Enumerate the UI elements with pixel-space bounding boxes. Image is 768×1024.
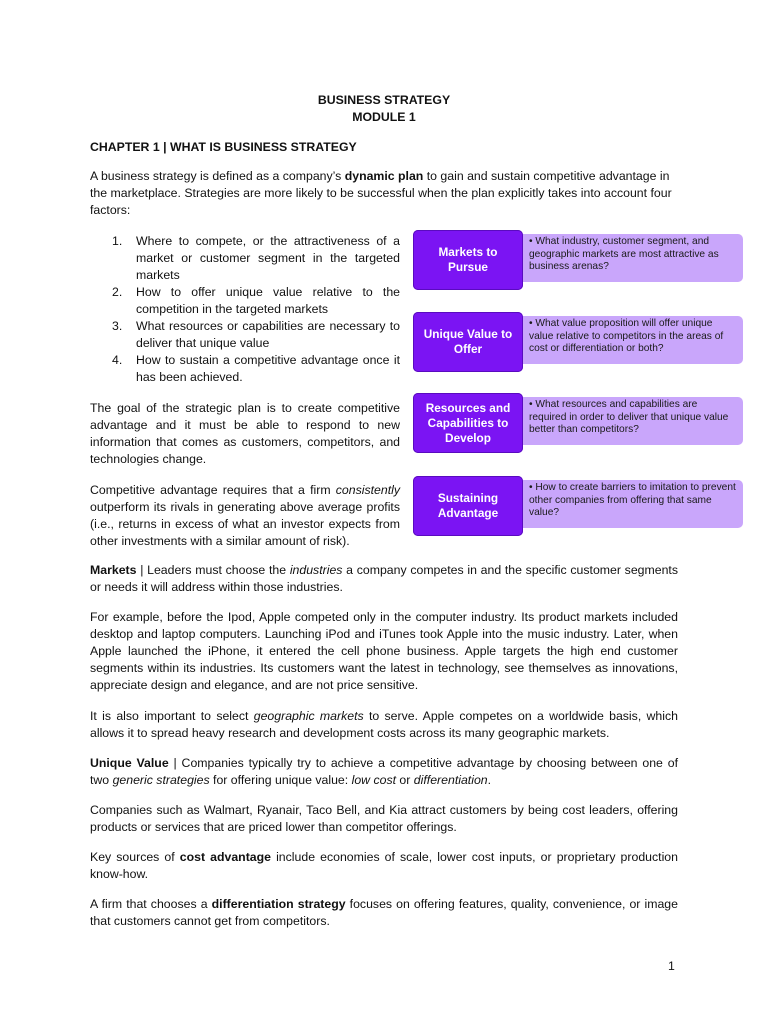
module-line: MODULE 1	[352, 110, 416, 124]
markets-italic: industries	[289, 563, 343, 577]
list-number: 3.	[112, 319, 123, 333]
unique-italic-2: low cost	[351, 773, 397, 787]
unique-italic-1: generic strategies	[112, 773, 210, 787]
apple-paragraph: For example, before the Ipod, Apple competed only in the computer industry. Its product markets included desktop and laptop computers. Launching iPod and iTunes took Apple into the music industry. Later, when Apple launched the iPhone, it entered the cell phone business. Apple targets the high end customer segments within its industries. Its customers want the latest in technology, see themselves as innovations, appreciate design and elegance, and are not price sensitive.	[90, 610, 678, 692]
list-item	[90, 233, 400, 284]
diagram-description: • What value proposition will offer unique value relative to competitors in the areas of cost or differentiation or both?	[523, 316, 743, 364]
geo-text-2: to serve. Apple competes on a worldwide basis, which allows it to spread heavy research and development costs across its many geographic markets.	[90, 709, 678, 740]
markets-text-2: a company competes in and the specific customer segments or needs it will address within those industries.	[90, 563, 678, 594]
list-number: 2.	[112, 285, 123, 299]
list-text: What resources or capabilities are necessary to deliver that unique value	[136, 319, 400, 350]
cost-advantage-paragraph	[90, 849, 678, 883]
list-item	[90, 284, 400, 318]
intro-paragraph	[90, 168, 678, 219]
diagram-row-resources	[413, 393, 743, 453]
unique-heading: Unique Value	[90, 756, 169, 770]
differentiation-paragraph	[90, 896, 678, 930]
diagram-description: • What industry, customer segment, and geographic markets are most attractive as business arenas?	[523, 234, 743, 282]
goal-paragraph: The goal of the strategic plan is to create competitive advantage and it must be able to respond to new information that comes as customers, competitors, and technologies change.	[90, 401, 400, 466]
title-line: BUSINESS STRATEGY	[317, 93, 451, 107]
list-text: How to offer unique value relative to the competition in the targeted markets	[136, 285, 400, 316]
markets-heading: Markets	[90, 563, 137, 577]
markets-text-1: | Leaders must choose the	[136, 563, 290, 577]
list-item	[90, 318, 400, 352]
list-text: How to sustain a competitive advantage once it has been achieved.	[136, 353, 400, 384]
document-title	[90, 92, 678, 126]
diagram-description: • How to create barriers to imitation to prevent other companies from offering that same value?	[523, 480, 743, 528]
diagram-box	[413, 312, 523, 372]
diff-bold: differentiation strategy	[211, 897, 346, 911]
unique-text-1: | Companies typically try to achieve a competitive advantage by choosing between one of two	[90, 756, 678, 787]
markets-paragraph	[90, 562, 678, 596]
diff-text-1: A firm that chooses a	[90, 897, 212, 911]
advantage-italic: consistently	[335, 483, 400, 497]
unique-italic-3: differentiation	[413, 773, 488, 787]
chapter-heading: CHAPTER 1 | WHAT IS BUSINESS STRATEGY	[90, 140, 357, 154]
diagram-box-label: Sustaining Advantage	[437, 491, 499, 520]
unique-text-4: .	[487, 773, 492, 787]
factor-list	[90, 233, 400, 386]
geo-text-1: It is also important to select	[90, 709, 254, 723]
diagram-box-label: Markets to Pursue	[438, 245, 498, 274]
diagram-box-label: Unique Value to Offer	[423, 327, 513, 356]
list-text: Where to compete, or the attractiveness of a market or customer segment in the targeted markets	[136, 234, 400, 282]
diagram-row-sustaining	[413, 476, 743, 536]
unique-text-2: for offering unique value:	[209, 773, 352, 787]
diagram-box-label: Resources and Capabilities to Develop	[425, 400, 511, 445]
diagram-box	[413, 476, 523, 536]
diagram-box	[413, 230, 523, 290]
unique-value-paragraph	[90, 755, 678, 789]
intro-text-2: to gain and sustain competitive advantage in the marketplace. Strategies are more likely to be successful when the plan explicitly takes into account four factors:	[90, 169, 672, 217]
cost-bold: cost advantage	[179, 850, 271, 864]
unique-text-3: or	[396, 773, 414, 787]
cost-text-1: Key sources of	[90, 850, 180, 864]
cost-text-2: include economies of scale, lower cost inputs, or proprietary production know-how.	[90, 850, 678, 881]
diff-text-2: focuses on offering features, quality, convenience, or image that customers cannot get from competitors.	[90, 897, 678, 928]
diagram-box	[413, 393, 523, 453]
diagram-description: • What resources and capabilities are required in order to deliver that unique value better than competitors?	[523, 397, 743, 445]
advantage-text-1: Competitive advantage requires that a firm	[90, 483, 336, 497]
advantage-paragraph	[90, 482, 400, 550]
walmart-paragraph: Companies such as Walmart, Ryanair, Taco Bell, and Kia attract customers by being cost leaders, offering products or services that are priced lower than competitor offerings.	[90, 803, 678, 834]
list-item	[90, 352, 400, 386]
advantage-text-2: outperform its rivals in generating above average profits (i.e., returns in excess of what an investor expects from other investments with a similar amount of risk).	[90, 500, 400, 548]
geo-italic: geographic markets	[253, 709, 364, 723]
diagram-row-markets	[413, 230, 743, 290]
intro-text-1: A business strategy is defined as a company’s	[90, 169, 345, 183]
intro-bold: dynamic plan	[344, 169, 424, 183]
page-number: 1	[668, 959, 675, 973]
geographic-paragraph	[90, 708, 678, 742]
list-number: 1.	[112, 234, 123, 248]
diagram-row-unique-value	[413, 312, 743, 372]
list-number: 4.	[112, 353, 123, 367]
